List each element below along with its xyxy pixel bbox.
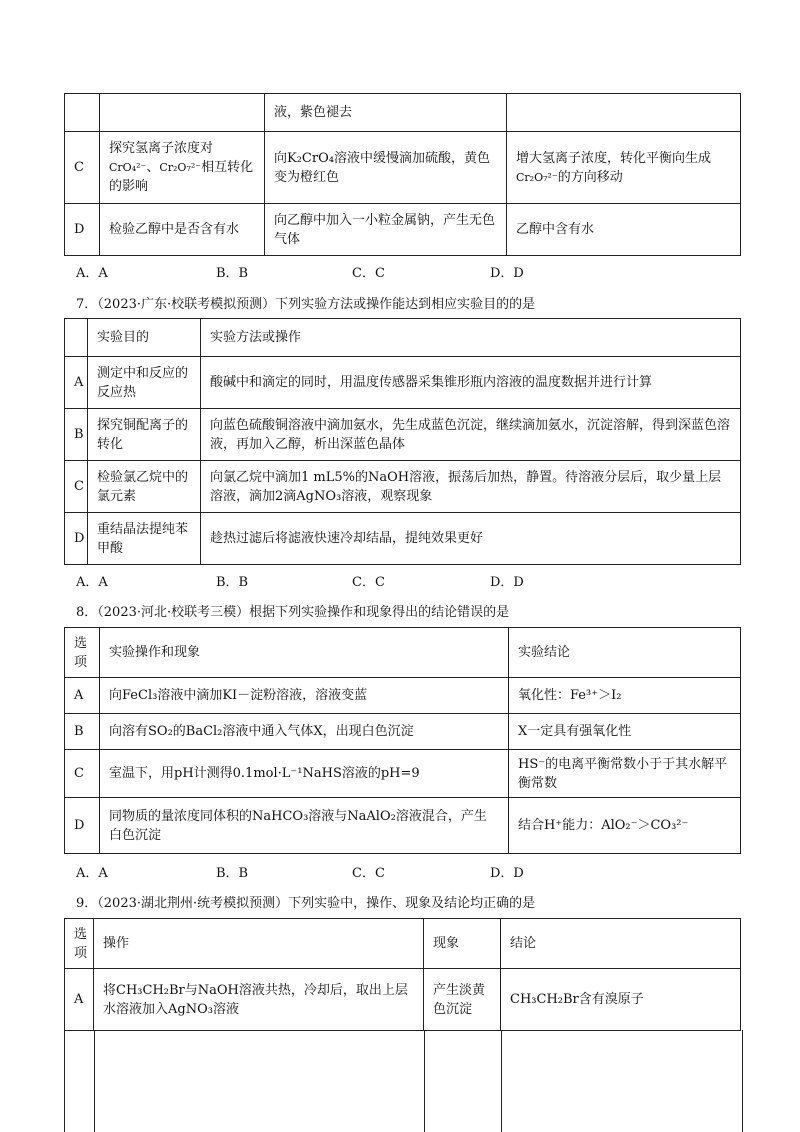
- q6-row1-method: 向K₂CrO₄溶液中缓慢滴加硫酸，黄色变为橙红色: [265, 132, 507, 204]
- option-d[interactable]: D．D: [490, 266, 524, 281]
- q6-row1-purpose-ion2: Cr₂O₇²⁻: [159, 161, 202, 174]
- q8-row-label: C: [65, 750, 100, 798]
- q6-row0-label: [65, 94, 100, 132]
- table-row: [65, 750, 741, 798]
- option-b[interactable]: B．B: [216, 866, 249, 881]
- q8-row-op: 向FeCl₃溶液中滴加KI－淀粉溶液，溶液变蓝: [100, 678, 509, 714]
- table-row: [65, 204, 741, 256]
- table-row: [65, 714, 741, 750]
- table-row: [65, 461, 741, 513]
- table-row: [65, 357, 741, 409]
- q7-row-method: 向氯乙烷中滴加1 mL5%的NaOH溶液，振荡后加热，静置。待溶液分层后，取少量上层溶液，滴加2滴AgNO₃溶液，观察现象: [201, 461, 741, 513]
- option-c[interactable]: C．C: [352, 575, 385, 590]
- q8-stem: 8．（2023·河北·校联考三模）根据下列实验操作和现象得出的结论错误的是: [76, 605, 510, 620]
- q9-header-phenomenon: 现象: [424, 919, 501, 969]
- q6-row0-method: 液，紫色褪去: [265, 94, 507, 132]
- option-a[interactable]: A．A: [76, 866, 108, 881]
- q7-row-method: 酸碱中和滴定的同时，用温度传感器采集锥形瓶内溶液的温度数据并进行计算: [201, 357, 741, 409]
- table-row: [65, 319, 741, 357]
- table-row: [65, 678, 741, 714]
- q6-row2-purpose: 检验乙醇中是否含有水: [100, 204, 265, 256]
- q7-row-label: A: [65, 357, 88, 409]
- table-row: [65, 94, 741, 132]
- option-a[interactable]: A．A: [76, 575, 108, 590]
- q6-row1-conclusion-post: 的方向移动: [557, 169, 623, 185]
- q7-row-method: 趁热过滤后将滤液快速冷却结晶，提纯效果更好: [201, 513, 741, 565]
- q7-row-purpose: 重结晶法提纯苯甲酸: [88, 513, 201, 565]
- q7-row-purpose: 检验氯乙烷中的氯元素: [88, 461, 201, 513]
- q8-row-op: 室温下，用pH计测得0.1mol·L⁻¹NaHS溶液的pH=9: [100, 750, 509, 798]
- q6-row0-purpose: [100, 94, 265, 132]
- q6-row1-label: C: [65, 132, 100, 204]
- q6-row2-method: 向乙醇中加入一小粒金属钠，产生无色气体: [265, 204, 507, 256]
- q9-header-op: 操作: [94, 919, 424, 969]
- q9-table-continuation: [64, 1030, 743, 1132]
- q6-row1-purpose-pre: 探究氢离子浓度对: [109, 141, 214, 156]
- q7-row-label: D: [65, 513, 88, 565]
- q8-header-op: 实验操作和现象: [100, 628, 509, 678]
- q8-row-label: A: [65, 678, 100, 714]
- q7-header-purpose: 实验目的: [88, 319, 201, 357]
- q6-row0-conclusion: [507, 94, 741, 132]
- q7-stem: 7．（2023·广东·校联考模拟预测）下列实验方法或操作能达到相应实验目的的是: [76, 297, 536, 312]
- q7-row-purpose: 探究铜配离子的转化: [88, 409, 201, 461]
- q6-row1-purpose: [100, 132, 265, 204]
- option-c[interactable]: C．C: [352, 866, 385, 881]
- q8-row-conclusion: X一定具有强氧化性: [509, 714, 741, 750]
- table-row: [65, 919, 741, 969]
- table-row: [65, 798, 741, 854]
- option-b[interactable]: B．B: [216, 266, 249, 281]
- q9-table: [64, 918, 741, 1031]
- option-c[interactable]: C．C: [352, 266, 385, 281]
- q9-row-op: 将CH₃CH₂Br与NaOH溶液共热，冷却后，取出上层水溶液加入AgNO₃溶液: [94, 969, 424, 1031]
- q7-header-method: 实验方法或操作: [201, 319, 741, 357]
- q8-row-conclusion: HS⁻的电离平衡常数小于于其水解平衡常数: [509, 750, 741, 798]
- q8-row-op: 同物质的量浓度同体积的NaHCO₃溶液与NaAlO₂溶液混合，产生白色沉淀: [100, 798, 509, 854]
- option-a[interactable]: A．A: [76, 266, 108, 281]
- q6-row1-purpose-post: 相互转化的影响: [109, 160, 254, 194]
- option-d[interactable]: D．D: [490, 866, 524, 881]
- table-row: [65, 132, 741, 204]
- table-row: [65, 513, 741, 565]
- q6-row1-conclusion: [507, 132, 741, 204]
- q7-row-label: B: [65, 409, 88, 461]
- q8-row-label: D: [65, 798, 100, 854]
- q8-row-conclusion: 结合H⁺能力：AlO₂⁻＞CO₃²⁻: [509, 798, 741, 854]
- q9-row-label: A: [65, 969, 94, 1031]
- option-b[interactable]: B．B: [216, 575, 249, 590]
- q6-row1-purpose-ion1: CrO₄²⁻: [109, 161, 147, 174]
- table-row: [65, 969, 741, 1031]
- option-d[interactable]: D．D: [490, 575, 524, 590]
- q9-header-label: 选项: [65, 919, 94, 969]
- q6-row2-conclusion: 乙醇中含有水: [507, 204, 741, 256]
- q6-table: [64, 93, 741, 256]
- q8-header-conclusion: 实验结论: [509, 628, 741, 678]
- q9-header-conclusion: 结论: [501, 919, 741, 969]
- q7-row-purpose: 测定中和反应的反应热: [88, 357, 201, 409]
- q7-row-label: C: [65, 461, 88, 513]
- table-row: [65, 409, 741, 461]
- table-row: [65, 628, 741, 678]
- q9-stem: 9．（2023·湖北荆州·统考模拟预测）下列实验中，操作、现象及结论均正确的是: [76, 896, 536, 911]
- q8-row-conclusion: 氧化性：Fe³⁺＞I₂: [509, 678, 741, 714]
- q9-row-phenomenon: 产生淡黄色沉淀: [424, 969, 501, 1031]
- q9-row-conclusion: CH₃CH₂Br含有溴原子: [501, 969, 741, 1031]
- q6-row1-purpose-sep: 、: [146, 160, 160, 175]
- q7-table: [64, 318, 741, 565]
- q8-row-op: 向溶有SO₂的BaCl₂溶液中通入气体X，出现白色沉淀: [100, 714, 509, 750]
- q6-row1-conclusion-ion: Cr₂O₇²⁻: [516, 170, 558, 184]
- q6-row2-label: D: [65, 204, 100, 256]
- q8-row-label: B: [65, 714, 100, 750]
- q7-row-method: 向蓝色硫酸铜溶液中滴加氨水，先生成蓝色沉淀，继续滴加氨水，沉淀溶解，得到深蓝色溶液，再加入乙醇，析出深蓝色晶体: [201, 409, 741, 461]
- q6-row1-conclusion-pre: 增大氢离子浓度，转化平衡向生成: [516, 150, 712, 166]
- q8-header-label: 选项: [65, 628, 100, 678]
- q8-table: [64, 627, 741, 854]
